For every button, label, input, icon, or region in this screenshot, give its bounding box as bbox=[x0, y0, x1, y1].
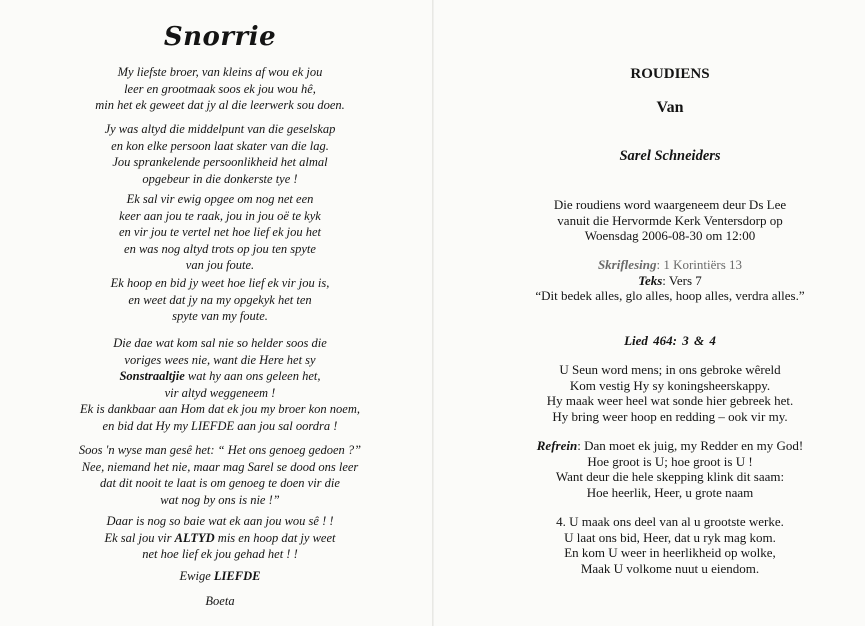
poem-title: Snorrie bbox=[163, 22, 277, 52]
poem-stanza bbox=[30, 335, 410, 434]
text-run: vanuit die Hervormde Kerk Ventersdorp op bbox=[557, 212, 783, 228]
text-run: leer en grootmaak soos ek jou wou hê, bbox=[124, 81, 316, 96]
text-run: Sonstraaltjie bbox=[119, 369, 185, 383]
text-run: Teks bbox=[638, 272, 663, 288]
text-run: Ek is dankbaar aan Hom dat ek jou my broer kon noem, bbox=[79, 402, 361, 416]
service-heading: ROUDIENS bbox=[630, 66, 710, 82]
text-run: vir altyd weggeneem ! bbox=[164, 385, 276, 400]
text-run: Hy maak weer heel wat sonde hier gebreek het. bbox=[546, 393, 794, 408]
poem-line bbox=[30, 352, 410, 369]
hymn-line bbox=[480, 378, 860, 394]
poem-line bbox=[30, 418, 410, 435]
text-run: van jou foute. bbox=[185, 258, 255, 272]
text-run: Ek sal jou vir bbox=[104, 530, 175, 545]
hymn-verse-4 bbox=[480, 514, 860, 576]
text-run: Hy bring weer hoop en redding – ook vir my. bbox=[552, 408, 788, 424]
poem-line bbox=[30, 401, 410, 418]
text-run: Ewige bbox=[179, 569, 214, 583]
hymn-line bbox=[480, 514, 860, 530]
poem-line bbox=[30, 154, 410, 171]
refrain-line bbox=[480, 454, 860, 470]
poem-line bbox=[30, 138, 410, 155]
poem-line bbox=[30, 308, 410, 325]
poem-line bbox=[30, 241, 410, 258]
hymn-verse-3 bbox=[480, 362, 860, 424]
text-run: Die dae wat kom sal nie so helder soos die bbox=[113, 336, 327, 350]
text-run: Daar is nog so baie wat ek aan jou wou sê ! ! bbox=[106, 514, 334, 528]
text-run: keer aan jou te raak, jou in jou oë te kyk bbox=[119, 208, 321, 223]
reading-line bbox=[480, 257, 860, 273]
text-run: Boeta bbox=[205, 594, 235, 608]
reading-line bbox=[480, 288, 860, 304]
text-run: U Seun word mens; in ons gebroke wêreld bbox=[559, 362, 781, 377]
poem-stanza bbox=[30, 121, 410, 187]
reading-line bbox=[480, 273, 860, 289]
text-run: En kom U weer in heerlikheid op wolke, bbox=[564, 545, 776, 560]
text-run: wat hy aan ons geleen het, bbox=[184, 369, 321, 383]
text-run: mis en hoop dat jy weet bbox=[214, 530, 336, 545]
poem-line bbox=[30, 257, 410, 274]
poem-line bbox=[30, 368, 410, 385]
poem-line bbox=[30, 292, 410, 309]
hymn-line bbox=[480, 409, 860, 425]
text-run: : Vers 7 bbox=[662, 272, 702, 288]
text-run: wat nog by ons is nie !” bbox=[160, 492, 280, 507]
poem-line bbox=[30, 385, 410, 402]
text-run: Jy was altyd die middelpunt van die geselskap bbox=[104, 122, 336, 136]
text-run: ALTYD bbox=[174, 530, 215, 545]
text-run: Die roudiens word waargeneem deur Ds Lee bbox=[553, 197, 787, 212]
hymn-line bbox=[480, 362, 860, 378]
text-run: Want deur die hele skepping klink dit saam: bbox=[555, 469, 785, 484]
text-run: Woensdag 2006-08-30 om 12:00 bbox=[584, 228, 756, 243]
poem-stanza bbox=[30, 191, 410, 274]
text-run: Hoe groot is U; hoe groot is U ! bbox=[587, 453, 753, 469]
service-detail-line bbox=[480, 213, 860, 229]
signature-text bbox=[180, 569, 261, 583]
poem-line bbox=[30, 275, 410, 292]
text-run: Jou sprankelende persoonlikheid het almal bbox=[112, 155, 328, 169]
text-run: Nee, niemand het nie, maar mag Sarel se dood ons leer bbox=[81, 459, 359, 474]
text-run: My liefste broer, van kleins af wou ek jou bbox=[117, 65, 323, 79]
text-run: U laat ons bid, Heer, dat u ryk mag kom. bbox=[564, 529, 776, 545]
poem-line bbox=[30, 492, 410, 509]
hymn-line bbox=[480, 561, 860, 577]
left-page bbox=[30, 0, 410, 626]
signature-line bbox=[30, 594, 410, 609]
text-run: min het ek geweet dat jy al die leerwerk sou doen. bbox=[95, 98, 345, 112]
poem-line bbox=[30, 81, 410, 98]
poem-stanza bbox=[30, 64, 410, 114]
hymn-heading: Lied 464: 3 & 4 bbox=[624, 333, 716, 348]
text-run: voriges wees nie, want die Here het sy bbox=[124, 352, 316, 367]
text-run: Ek sal vir ewig opgee om nog net een bbox=[126, 192, 314, 206]
signature-line bbox=[30, 569, 410, 584]
text-run: en vir jou te vertel net hoe lief ek jou het bbox=[118, 225, 321, 239]
poem-line bbox=[30, 513, 410, 530]
poem-stanza bbox=[30, 442, 410, 508]
service-detail-line bbox=[480, 197, 860, 213]
poem-line bbox=[30, 64, 410, 81]
text-run: LIEFDE bbox=[213, 569, 261, 583]
text-run: en was nog altyd trots op jou ten spyte bbox=[124, 241, 316, 256]
poem-line bbox=[30, 171, 410, 188]
right-page bbox=[480, 0, 860, 626]
hymn-line bbox=[480, 393, 860, 409]
text-run: Refrein bbox=[536, 438, 578, 453]
poem-line bbox=[30, 97, 410, 114]
service-detail-line bbox=[480, 228, 860, 244]
text-run: en weet dat jy na my opgekyk het ten bbox=[128, 292, 312, 307]
text-run: Soos 'n wyse man gesê het: “ Het ons genoeg gedoen ?” bbox=[78, 443, 362, 457]
text-run: spyte van my foute. bbox=[172, 309, 268, 323]
poem-line bbox=[30, 546, 410, 563]
poem-line bbox=[30, 191, 410, 208]
text-run: opgebeur in die donkerste tye ! bbox=[142, 171, 298, 186]
text-run: Ek hoop en bid jy weet hoe lief ek vir jou is, bbox=[110, 276, 330, 290]
poem-line bbox=[30, 442, 410, 459]
service-details bbox=[480, 197, 860, 244]
refrain-line bbox=[480, 438, 860, 454]
text-run: Skriflesing bbox=[597, 257, 657, 272]
poem-line bbox=[30, 459, 410, 476]
hymn-line bbox=[480, 530, 860, 546]
poem-stanza bbox=[30, 513, 410, 563]
refrain-line bbox=[480, 469, 860, 485]
text-run: Maak U volkome nuut u eiendom. bbox=[580, 560, 760, 576]
text-run: “Dit bedek alles, glo alles, hoop alles, verdra alles.” bbox=[535, 288, 805, 303]
text-run: Hoe heerlik, Heer, u grote naam bbox=[586, 484, 754, 500]
poem-line bbox=[30, 208, 410, 225]
poem-line bbox=[30, 335, 410, 352]
poem-line bbox=[30, 121, 410, 138]
poem-line bbox=[30, 224, 410, 241]
service-subheading: Van bbox=[656, 99, 684, 116]
page-fold bbox=[432, 0, 434, 626]
text-run: net hoe lief ek jou gehad het ! ! bbox=[142, 547, 298, 561]
text-run: Kom vestig Hy sy koningsheerskappy. bbox=[569, 377, 771, 393]
text-run: : Dan moet ek juig, my Redder en my God! bbox=[577, 438, 804, 453]
hymn-line bbox=[480, 545, 860, 561]
text-run: en bid dat Hy my LIEFDE aan jou sal oordra ! bbox=[102, 418, 338, 433]
signature-text bbox=[205, 594, 234, 608]
poem-line bbox=[30, 475, 410, 492]
text-run: 4. U maak ons deel van al u grootste werke. bbox=[556, 514, 784, 529]
scripture-readings bbox=[480, 257, 860, 304]
refrain-line bbox=[480, 485, 860, 501]
poem-stanza bbox=[30, 275, 410, 325]
text-run: : 1 Korintiërs 13 bbox=[656, 257, 743, 272]
text-run: en kon elke persoon laat skater van die lag. bbox=[111, 138, 329, 153]
deceased-name: Sarel Schneiders bbox=[619, 148, 721, 164]
hymn-refrain bbox=[480, 438, 860, 500]
text-run: dat dit nooit te laat is om genoeg te doen vir die bbox=[100, 476, 340, 490]
poem-line bbox=[30, 530, 410, 547]
